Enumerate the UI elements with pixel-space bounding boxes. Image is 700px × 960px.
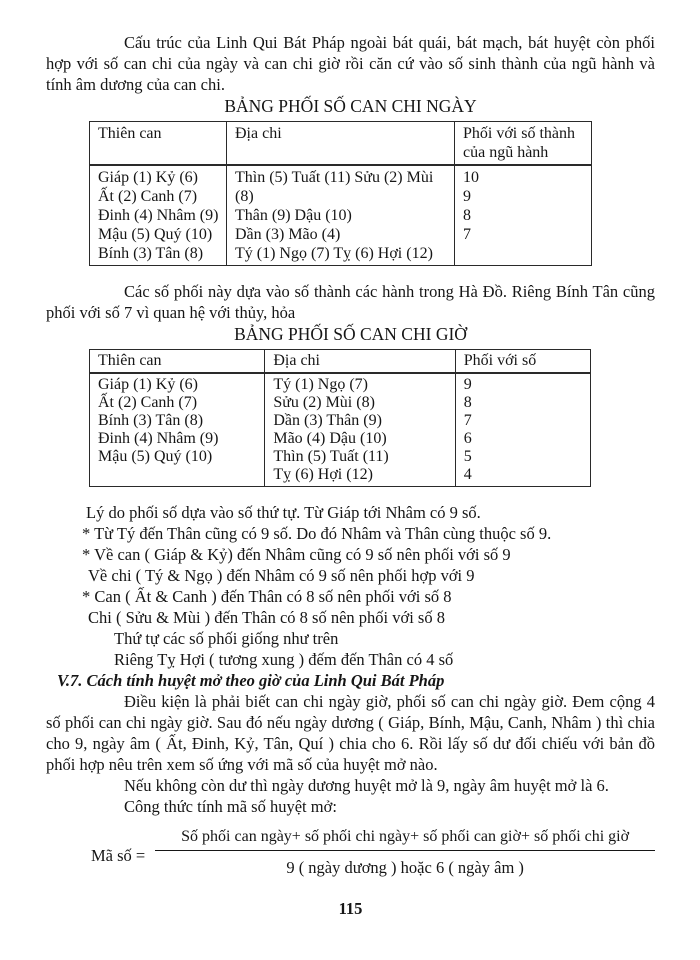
table-line: Tỵ (6) Hợi (12) [273,466,373,483]
table-line: Tý (1) Ngọ (7) Tỵ (6) Hợi (12) [235,245,433,262]
body-line: Nếu không còn dư thì ngày dương huyệt mở là 9, ngày âm huyệt mở là 6. [124,776,609,795]
table-line: Mão (4) Dậu (10) [273,430,387,447]
table-line: 9 [463,188,471,205]
formula-numerator: Số phối can ngày+ số phối chi ngày+ số phối can giờ+ số phối chi giờ [155,826,655,851]
cell-phoi-so [455,373,590,487]
cell-thien-can [90,165,227,266]
section-heading-v7: V.7. Cách tính huyệt mở theo giờ của Linh Qui Bát Pháp [57,671,445,690]
note-line: Lý do phối số dựa vào số thứ tự. Từ Giáp tới Nhâm có 9 số. [86,503,481,522]
cell-so-thanh [455,165,592,266]
table-header-row [90,122,592,166]
table-line: Đinh (4) Nhâm (9) [98,430,219,447]
table-line: 10 [463,169,479,186]
table-line: Bính (3) Tân (8) [98,412,204,429]
middle-paragraph: Các số phối này dựa vào số thành các hành trong Hà Đồ. Riêng Bính Tân cũng phối với số 7 vì quan hệ với thủy, hỏa [46,282,655,322]
table-can-chi-gio [89,349,591,487]
table-body-row [90,373,591,487]
table2-title: BẢNG PHỐI SỐ CAN CHI GIỜ [234,324,467,344]
formula-fraction [155,826,655,878]
table-line: Ất (2) Canh (7) [98,394,198,411]
note-line: * Can ( Ất & Canh ) đến Thân có 8 số nên phối với số 8 [82,587,452,606]
table-line: Thân (9) Dậu (10) [235,207,352,224]
table-line: 6 [463,430,472,447]
col-header-phoi-so: Phối với số thành của ngũ hành [455,122,592,166]
table-line: 9 [463,376,472,393]
note-line: Thứ tự các số phối giống như trên [114,629,339,648]
table-line: Bính (3) Tân (8) [98,245,204,262]
table-line: 4 [463,466,472,483]
table-line: Dần (3) Thân (9) [273,412,382,429]
cell-dia-chi [227,165,455,266]
table-line: Sửu (2) Mùi (8) [273,394,375,411]
table1-title: BẢNG PHỐI SỐ CAN CHI NGÀY [224,96,477,116]
note-line: Về chi ( Tý & Ngọ ) đến Nhâm có 9 số nên phối hợp với 9 [88,566,475,585]
table-line: Dần (3) Mão (4) [235,226,341,243]
note-line: * Từ Tý đến Thân cũng có 9 số. Do đó Nhâm và Thân cùng thuộc số 9. [82,524,552,543]
table-line: Mậu (5) Quý (10) [98,448,213,465]
table-line: 8 [463,394,472,411]
body-line: Công thức tính mã số huyệt mở: [124,797,337,816]
table-line: Thìn (5) Tuất (11) [273,448,389,465]
notes-block [46,502,655,670]
table-line: 5 [463,448,472,465]
table-line: 7 [463,412,472,429]
col-header-phoi-so: Phối với số [455,350,590,374]
note-line: Riêng Tỵ Hợi ( tương xung ) đếm đến Thân có 4 số [114,650,454,669]
table-line: Tý (1) Ngọ (7) [273,376,368,393]
formula-label: Mã số = [91,845,146,865]
formula-block [46,826,655,878]
table-line: Ất (2) Canh (7) [98,188,198,205]
formula-denominator: 9 ( ngày dương ) hoặc 6 ( ngày âm ) [286,858,524,877]
table-line: Giáp (1) Kỷ (6) [98,376,198,393]
note-line: * Về can ( Giáp & Kỷ) đến Nhâm cũng có 9 số nên phối với số 9 [82,545,511,564]
body-paragraph: Điều kiện là phải biết can chi ngày giờ, phối số can chi ngày giờ. Đem cộng 4 số phối can chi ngày giờ. Sau đó nếu ngày dương ( Giáp, Bính, Mậu, Canh, Nhâm ) thì chia cho 9, ngày âm ( Ất, Đinh, Kỷ, Tân, Quí ) chia cho 6. Rồi lấy số dư đối chiếu với bản đồ phối hợp nêu trên xem số ứng với mã số của huyệt mở nào. [46,692,655,774]
table-line: 7 [463,226,471,243]
cell-thien-can [90,373,265,487]
col-header-thien-can: Thiên can [90,350,265,374]
page-number: 115 [338,899,363,918]
table-line: Đinh (4) Nhâm (9) [98,207,219,224]
table-line: Mậu (5) Quý (10) [98,226,213,243]
table-line: Thìn (5) Tuất (11) Sửu (2) Mùi (8) [235,169,434,205]
col-header-dia-chi: Địa chi [227,122,455,166]
col-header-dia-chi: Địa chi [265,350,455,374]
table-can-chi-ngay [89,121,592,266]
table-header-row [90,350,591,374]
table-line: 8 [463,207,471,224]
note-line: Chi ( Sửu & Mùi ) đến Thân có 8 số nên phối với số 8 [88,608,445,627]
col-header-thien-can: Thiên can [90,122,227,166]
cell-dia-chi [265,373,455,487]
table-body-row [90,165,592,266]
table-line: Giáp (1) Kỷ (6) [98,169,198,186]
intro-paragraph: Cấu trúc của Linh Qui Bát Pháp ngoài bát quái, bát mạch, bát huyệt còn phối hợp với số can chi của ngày và can chi giờ rồi căn cứ vào số sinh thành của ngũ hành và tính âm dương của can chi. [46,33,655,94]
